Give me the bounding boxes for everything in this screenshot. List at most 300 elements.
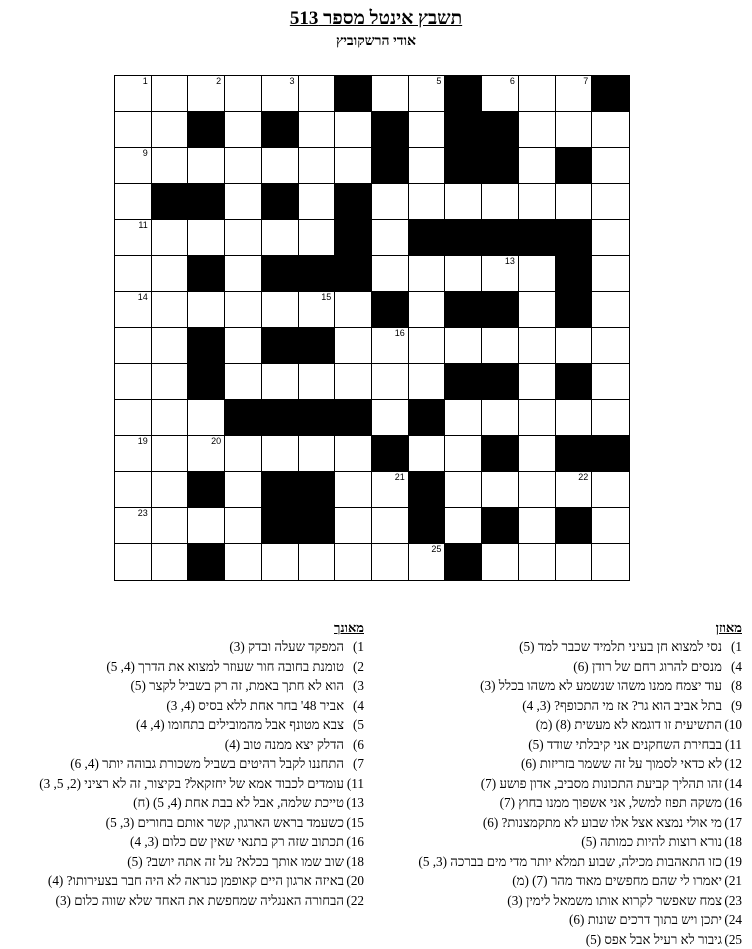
grid-cell[interactable] bbox=[152, 328, 189, 364]
clue-text: באיזה ארגון היים קאופמן כנראה לא היה חבר בצעירותו? (4) bbox=[48, 873, 344, 888]
black-square bbox=[445, 112, 482, 148]
clue-index: 25) bbox=[722, 930, 742, 949]
grid-cell[interactable] bbox=[225, 112, 262, 148]
grid-cell[interactable] bbox=[115, 364, 152, 400]
grid-cell[interactable] bbox=[225, 220, 262, 256]
clue-text: כזו התאהבות מכילה, שבוע תמלא יותר מדי מים בברכה (3, 5) bbox=[418, 854, 722, 869]
grid-cell[interactable] bbox=[372, 400, 409, 436]
grid-cell[interactable] bbox=[188, 220, 225, 256]
grid-cell[interactable] bbox=[152, 256, 189, 292]
grid-cell[interactable] bbox=[556, 76, 593, 112]
grid-cell[interactable] bbox=[115, 508, 152, 544]
grid-cell[interactable] bbox=[409, 292, 446, 328]
across-clue bbox=[377, 891, 742, 911]
grid-cell[interactable] bbox=[592, 148, 629, 184]
clue-number: 2 bbox=[216, 77, 221, 86]
clue-index: 13) bbox=[344, 793, 364, 813]
down-clue bbox=[4, 793, 364, 813]
grid-cell[interactable] bbox=[152, 76, 189, 112]
grid-cell[interactable] bbox=[482, 400, 519, 436]
grid-cell[interactable] bbox=[299, 544, 336, 580]
black-square bbox=[299, 508, 336, 544]
across-clue bbox=[377, 754, 742, 774]
black-square bbox=[556, 364, 593, 400]
black-square bbox=[372, 436, 409, 472]
grid-cell[interactable] bbox=[115, 184, 152, 220]
clue-number: 10 bbox=[358, 185, 368, 194]
black-square bbox=[335, 184, 372, 220]
black-square bbox=[445, 544, 482, 580]
clue-index: 18) bbox=[344, 852, 364, 872]
across-clue bbox=[377, 715, 742, 735]
clue-number: 3 bbox=[290, 77, 295, 86]
clue-number: 24 bbox=[211, 545, 221, 554]
grid-cell[interactable] bbox=[188, 148, 225, 184]
grid-cell[interactable] bbox=[482, 184, 519, 220]
black-square bbox=[299, 472, 336, 508]
grid-cell[interactable] bbox=[152, 544, 189, 580]
grid-cell[interactable] bbox=[115, 544, 152, 580]
grid-cell[interactable] bbox=[592, 256, 629, 292]
grid-cell[interactable] bbox=[592, 184, 629, 220]
grid-cell[interactable] bbox=[556, 472, 593, 508]
grid-cell[interactable] bbox=[335, 508, 372, 544]
clue-index: 21) bbox=[722, 871, 742, 891]
puzzle-author: אודי הרשקוביץ bbox=[0, 34, 752, 50]
clue-number: 8 bbox=[510, 113, 515, 122]
grid-cell[interactable] bbox=[115, 76, 152, 112]
grid-cell[interactable] bbox=[188, 508, 225, 544]
clue-text: הבחורה האנגליה שמחפשת את האחד שלא שווה כלום (3) bbox=[56, 893, 344, 908]
clue-number: 22 bbox=[578, 473, 588, 482]
grid-cell[interactable] bbox=[299, 364, 336, 400]
grid-cell[interactable] bbox=[592, 544, 629, 580]
grid-cell[interactable] bbox=[335, 328, 372, 364]
grid-cell[interactable] bbox=[372, 508, 409, 544]
clue-number: 11 bbox=[138, 221, 147, 230]
clue-text: צבא מטונף אבל מהמובילים בתחומו (4, 4) bbox=[136, 717, 344, 732]
black-square bbox=[556, 256, 593, 292]
clue-index: 20) bbox=[344, 871, 364, 891]
black-square bbox=[335, 400, 372, 436]
grid-cell[interactable] bbox=[335, 436, 372, 472]
grid-cell[interactable] bbox=[519, 148, 556, 184]
grid-cell[interactable] bbox=[445, 184, 482, 220]
grid-cell[interactable] bbox=[115, 148, 152, 184]
grid-cell[interactable] bbox=[262, 364, 299, 400]
grid-cell[interactable] bbox=[115, 292, 152, 328]
down-clue bbox=[4, 676, 364, 696]
clue-text: הוא לא חתך באמת, זה רק בשביל לקצר (5) bbox=[130, 678, 344, 693]
clue-number: 18 bbox=[431, 401, 441, 410]
black-square bbox=[188, 472, 225, 508]
grid-cell[interactable] bbox=[372, 544, 409, 580]
down-heading: מאונך bbox=[4, 620, 364, 636]
grid-cell[interactable] bbox=[115, 328, 152, 364]
grid-cell[interactable] bbox=[556, 184, 593, 220]
clue-index: 9) bbox=[722, 696, 742, 716]
grid-cell[interactable] bbox=[519, 112, 556, 148]
clue-number: 4 bbox=[363, 77, 368, 86]
grid-cell[interactable] bbox=[445, 436, 482, 472]
grid-cell[interactable] bbox=[225, 76, 262, 112]
across-clue bbox=[377, 657, 742, 677]
down-clue bbox=[4, 637, 364, 657]
black-square bbox=[592, 436, 629, 472]
black-square bbox=[482, 148, 519, 184]
clue-text: זהו תהליך קביעת התכונות מסביב, אדון פושע (7) bbox=[481, 776, 722, 791]
grid-cell[interactable] bbox=[299, 76, 336, 112]
grid-cell[interactable] bbox=[592, 400, 629, 436]
clue-number: 14 bbox=[138, 293, 148, 302]
clue-text: נורא רוצות להיות כמותה (5) bbox=[581, 834, 722, 849]
grid-cell[interactable] bbox=[482, 76, 519, 112]
across-clue bbox=[377, 774, 742, 794]
clue-text: התשיעית זו דוגמא לא מעשית (8) (מ) bbox=[536, 717, 722, 732]
grid-cell[interactable] bbox=[299, 436, 336, 472]
grid-cell[interactable] bbox=[519, 292, 556, 328]
grid-cell[interactable] bbox=[115, 112, 152, 148]
grid-cell[interactable] bbox=[409, 148, 446, 184]
clue-index: 1) bbox=[344, 637, 364, 657]
grid-cell[interactable] bbox=[335, 292, 372, 328]
down-clue bbox=[4, 696, 364, 716]
black-square bbox=[335, 256, 372, 292]
clue-index: 1) bbox=[722, 637, 742, 657]
grid-cell[interactable] bbox=[372, 472, 409, 508]
clue-index: 11) bbox=[344, 774, 364, 794]
grid-cell[interactable] bbox=[225, 508, 262, 544]
grid-cell[interactable] bbox=[335, 472, 372, 508]
grid-cell[interactable] bbox=[556, 328, 593, 364]
grid-cell[interactable] bbox=[152, 472, 189, 508]
grid-cell[interactable] bbox=[115, 400, 152, 436]
grid-cell[interactable] bbox=[335, 544, 372, 580]
black-square bbox=[335, 76, 372, 112]
black-square bbox=[556, 220, 593, 256]
black-square bbox=[482, 220, 519, 256]
clue-index: 5) bbox=[344, 715, 364, 735]
down-list bbox=[4, 637, 364, 910]
clue-index: 23) bbox=[722, 891, 742, 911]
clue-index: 3) bbox=[344, 676, 364, 696]
grid-cell[interactable] bbox=[299, 112, 336, 148]
clue-index: 17) bbox=[722, 813, 742, 833]
across-clue bbox=[377, 676, 742, 696]
grid-cell[interactable] bbox=[115, 256, 152, 292]
grid-cell[interactable] bbox=[519, 472, 556, 508]
black-square bbox=[482, 112, 519, 148]
clue-number: 12 bbox=[358, 257, 368, 266]
grid-cell[interactable] bbox=[409, 76, 446, 112]
grid-cell[interactable] bbox=[482, 544, 519, 580]
clue-number: 15 bbox=[321, 293, 331, 302]
black-square bbox=[409, 472, 446, 508]
clue-index: 19) bbox=[722, 852, 742, 872]
clue-text: בבחירת השחקנים אני קיבלתי שודד (5) bbox=[528, 737, 722, 752]
grid-cell[interactable] bbox=[152, 220, 189, 256]
grid-cell[interactable] bbox=[592, 112, 629, 148]
grid-cell[interactable] bbox=[445, 472, 482, 508]
black-square bbox=[299, 256, 336, 292]
grid-cell[interactable] bbox=[225, 544, 262, 580]
grid-cell[interactable] bbox=[409, 184, 446, 220]
clue-text: עומדים לכבוד אמא של יחזקאל? בקיצור, זה לא רציני (2, 5, 3) bbox=[39, 776, 344, 791]
clue-index: 4) bbox=[344, 696, 364, 716]
grid-cell[interactable] bbox=[556, 400, 593, 436]
grid-cell[interactable] bbox=[556, 544, 593, 580]
black-square bbox=[482, 436, 519, 472]
grid-cell[interactable] bbox=[409, 328, 446, 364]
clue-text: טייכת שלמה, אבל לא בבת אחת (4, 5) (ח) bbox=[133, 795, 344, 810]
grid-cell[interactable] bbox=[556, 112, 593, 148]
grid-cell[interactable] bbox=[225, 328, 262, 364]
grid-cell[interactable] bbox=[482, 328, 519, 364]
across-clue bbox=[377, 637, 742, 657]
clue-number: 19 bbox=[138, 437, 148, 446]
black-square bbox=[262, 256, 299, 292]
crossword-grid bbox=[114, 75, 630, 581]
grid-cell[interactable] bbox=[335, 112, 372, 148]
black-square bbox=[335, 220, 372, 256]
grid-cell[interactable] bbox=[152, 508, 189, 544]
across-clue bbox=[377, 930, 742, 949]
grid-cell[interactable] bbox=[225, 436, 262, 472]
across-clue bbox=[377, 910, 742, 930]
clue-index: 22) bbox=[344, 891, 364, 911]
clue-text: נסי למצוא חן בעיני תלמיד שכבר למד (5) bbox=[519, 639, 722, 654]
black-square bbox=[262, 112, 299, 148]
grid-cell[interactable] bbox=[262, 292, 299, 328]
grid-cell[interactable] bbox=[152, 436, 189, 472]
grid-cell[interactable] bbox=[188, 292, 225, 328]
grid-cell[interactable] bbox=[299, 148, 336, 184]
grid-cell[interactable] bbox=[409, 256, 446, 292]
clue-index: 6) bbox=[344, 735, 364, 755]
grid-cell[interactable] bbox=[299, 292, 336, 328]
grid-cell[interactable] bbox=[372, 76, 409, 112]
clue-number: 23 bbox=[138, 509, 148, 518]
grid-cell[interactable] bbox=[592, 292, 629, 328]
clue-number: 9 bbox=[143, 149, 148, 158]
black-square bbox=[409, 400, 446, 436]
grid-cell[interactable] bbox=[445, 256, 482, 292]
grid-cell[interactable] bbox=[482, 472, 519, 508]
grid-cell[interactable] bbox=[299, 184, 336, 220]
down-clue bbox=[4, 832, 364, 852]
clue-index: 15) bbox=[344, 813, 364, 833]
black-square bbox=[188, 364, 225, 400]
clue-text: התחננו לקבל רהיטים בשביל משכורת גבוהה יותר (4, 6) bbox=[70, 756, 344, 771]
clue-text: יתכן ויש בתוך דרכים שונות (6) bbox=[569, 912, 722, 927]
black-square bbox=[225, 400, 262, 436]
black-square bbox=[299, 400, 336, 436]
clue-number: 17 bbox=[211, 365, 221, 374]
down-clue bbox=[4, 774, 364, 794]
grid-cell[interactable] bbox=[225, 472, 262, 508]
grid-cell[interactable] bbox=[188, 76, 225, 112]
clue-text: צמח שאפשר לקרוא אותו משמאל לימין (3) bbox=[507, 893, 722, 908]
black-square bbox=[372, 112, 409, 148]
grid-cell[interactable] bbox=[445, 400, 482, 436]
puzzle-title: תשבץ אינטל מספר 513 bbox=[0, 8, 752, 30]
clue-index: 16) bbox=[722, 793, 742, 813]
grid-cell[interactable] bbox=[372, 328, 409, 364]
clue-text: משקה תפוז למשל, אני אשפוך ממנו בחוץ (7) bbox=[500, 795, 722, 810]
grid-cell[interactable] bbox=[225, 364, 262, 400]
grid-cell[interactable] bbox=[115, 472, 152, 508]
grid-cell[interactable] bbox=[372, 184, 409, 220]
grid-cell[interactable] bbox=[592, 472, 629, 508]
grid-cell[interactable] bbox=[445, 508, 482, 544]
grid-cell[interactable] bbox=[152, 148, 189, 184]
black-square bbox=[262, 184, 299, 220]
grid-cell[interactable] bbox=[152, 364, 189, 400]
clue-text: המפקד שעלה ובדק (3) bbox=[229, 639, 344, 654]
across-clue bbox=[377, 813, 742, 833]
grid-cell[interactable] bbox=[409, 436, 446, 472]
black-square bbox=[262, 472, 299, 508]
grid-cell[interactable] bbox=[188, 400, 225, 436]
grid-cell[interactable] bbox=[519, 256, 556, 292]
black-square bbox=[556, 436, 593, 472]
grid-cell[interactable] bbox=[519, 364, 556, 400]
clue-index: 7) bbox=[344, 754, 364, 774]
across-clue bbox=[377, 871, 742, 891]
black-square bbox=[262, 328, 299, 364]
down-clues bbox=[4, 620, 364, 910]
grid-cell[interactable] bbox=[262, 220, 299, 256]
black-square bbox=[188, 256, 225, 292]
grid-cell[interactable] bbox=[592, 328, 629, 364]
grid-cell[interactable] bbox=[592, 220, 629, 256]
across-heading: מאוזן bbox=[377, 620, 742, 636]
clue-number: 7 bbox=[583, 77, 588, 86]
clue-index: 24) bbox=[722, 910, 742, 930]
across-clue bbox=[377, 793, 742, 813]
black-square bbox=[445, 292, 482, 328]
clue-index: 18) bbox=[722, 832, 742, 852]
black-square bbox=[299, 328, 336, 364]
grid-cell[interactable] bbox=[262, 76, 299, 112]
black-square bbox=[482, 292, 519, 328]
clue-index: 8) bbox=[722, 676, 742, 696]
clue-index: 12) bbox=[722, 754, 742, 774]
grid-cell[interactable] bbox=[188, 436, 225, 472]
clue-text: כשעמד בראש הארגון, קשר אותם בחורים (3, 5) bbox=[106, 815, 344, 830]
grid-cell[interactable] bbox=[152, 400, 189, 436]
black-square bbox=[409, 220, 446, 256]
black-square bbox=[519, 220, 556, 256]
clue-index: 16) bbox=[344, 832, 364, 852]
down-clue bbox=[4, 871, 364, 891]
grid-cell[interactable] bbox=[115, 220, 152, 256]
grid-cell[interactable] bbox=[152, 112, 189, 148]
across-clue bbox=[377, 696, 742, 716]
grid-cell[interactable] bbox=[372, 256, 409, 292]
clue-text: בתל אביב הוא גר? אז מי התכופף? (3, 4) bbox=[522, 698, 722, 713]
down-clue bbox=[4, 715, 364, 735]
clue-index: 11) bbox=[722, 735, 742, 755]
down-clue bbox=[4, 754, 364, 774]
across-clue bbox=[377, 852, 742, 872]
grid-cell[interactable] bbox=[519, 436, 556, 472]
grid-cell[interactable] bbox=[519, 400, 556, 436]
grid-cell[interactable] bbox=[482, 256, 519, 292]
black-square bbox=[556, 508, 593, 544]
clue-text: שוב שמו אותך בכלא? על זה אתה יושב? (5) bbox=[127, 854, 344, 869]
black-square bbox=[372, 148, 409, 184]
grid-cell[interactable] bbox=[299, 220, 336, 256]
black-square bbox=[188, 328, 225, 364]
down-clue bbox=[4, 852, 364, 872]
clue-number: 13 bbox=[505, 257, 515, 266]
black-square bbox=[592, 76, 629, 112]
clue-index: 2) bbox=[344, 657, 364, 677]
across-clue bbox=[377, 735, 742, 755]
black-square bbox=[262, 400, 299, 436]
grid-cell[interactable] bbox=[592, 508, 629, 544]
grid-cell[interactable] bbox=[519, 508, 556, 544]
down-clue bbox=[4, 813, 364, 833]
clue-number: 25 bbox=[431, 545, 441, 554]
grid-cell[interactable] bbox=[409, 544, 446, 580]
down-clue bbox=[4, 891, 364, 911]
clue-number: 1 bbox=[143, 77, 148, 86]
grid-cell[interactable] bbox=[262, 436, 299, 472]
black-square bbox=[445, 220, 482, 256]
grid-cell[interactable] bbox=[409, 364, 446, 400]
grid-cell[interactable] bbox=[409, 112, 446, 148]
grid-cell[interactable] bbox=[372, 220, 409, 256]
down-clue bbox=[4, 735, 364, 755]
black-square bbox=[445, 148, 482, 184]
grid-cell[interactable] bbox=[262, 148, 299, 184]
grid-cell[interactable] bbox=[445, 328, 482, 364]
clue-text: תכתוב שזה רק בתנאי שאין שם כלום (3, 4) bbox=[130, 834, 344, 849]
grid-cell[interactable] bbox=[115, 436, 152, 472]
clue-text: מי אולי נמצא אצל אלו שבוע לא מתקמצנות? (6) bbox=[483, 815, 722, 830]
grid-cell[interactable] bbox=[225, 256, 262, 292]
clue-text: עוד יצמח ממנו משהו שנשמע לא משהו בכלל (3) bbox=[480, 678, 722, 693]
clue-text: טומנת בחובה חור שעוזר למצוא את הדרך (4, 5) bbox=[106, 659, 344, 674]
grid-cell[interactable] bbox=[519, 184, 556, 220]
clue-text: הדלק יצא ממנה טוב (4) bbox=[225, 737, 344, 752]
black-square bbox=[372, 292, 409, 328]
across-list bbox=[377, 637, 742, 949]
grid-cell[interactable] bbox=[519, 544, 556, 580]
grid-cell[interactable] bbox=[372, 364, 409, 400]
grid-cell[interactable] bbox=[262, 544, 299, 580]
grid-cell[interactable] bbox=[225, 184, 262, 220]
grid-cell[interactable] bbox=[335, 148, 372, 184]
grid-cell[interactable] bbox=[225, 148, 262, 184]
grid-cell[interactable] bbox=[592, 364, 629, 400]
black-square bbox=[445, 76, 482, 112]
grid-cell[interactable] bbox=[225, 292, 262, 328]
grid-cell[interactable] bbox=[519, 76, 556, 112]
black-square bbox=[262, 508, 299, 544]
black-square bbox=[188, 544, 225, 580]
clue-number: 20 bbox=[211, 437, 221, 446]
grid-cell[interactable] bbox=[152, 292, 189, 328]
clue-text: יאמרו לי שהם מחפשים מאוד מהר (7) (מ) bbox=[512, 873, 722, 888]
clue-index: 10) bbox=[722, 715, 742, 735]
black-square bbox=[188, 184, 225, 220]
black-square bbox=[556, 292, 593, 328]
grid-cell[interactable] bbox=[519, 328, 556, 364]
grid-cell[interactable] bbox=[335, 364, 372, 400]
